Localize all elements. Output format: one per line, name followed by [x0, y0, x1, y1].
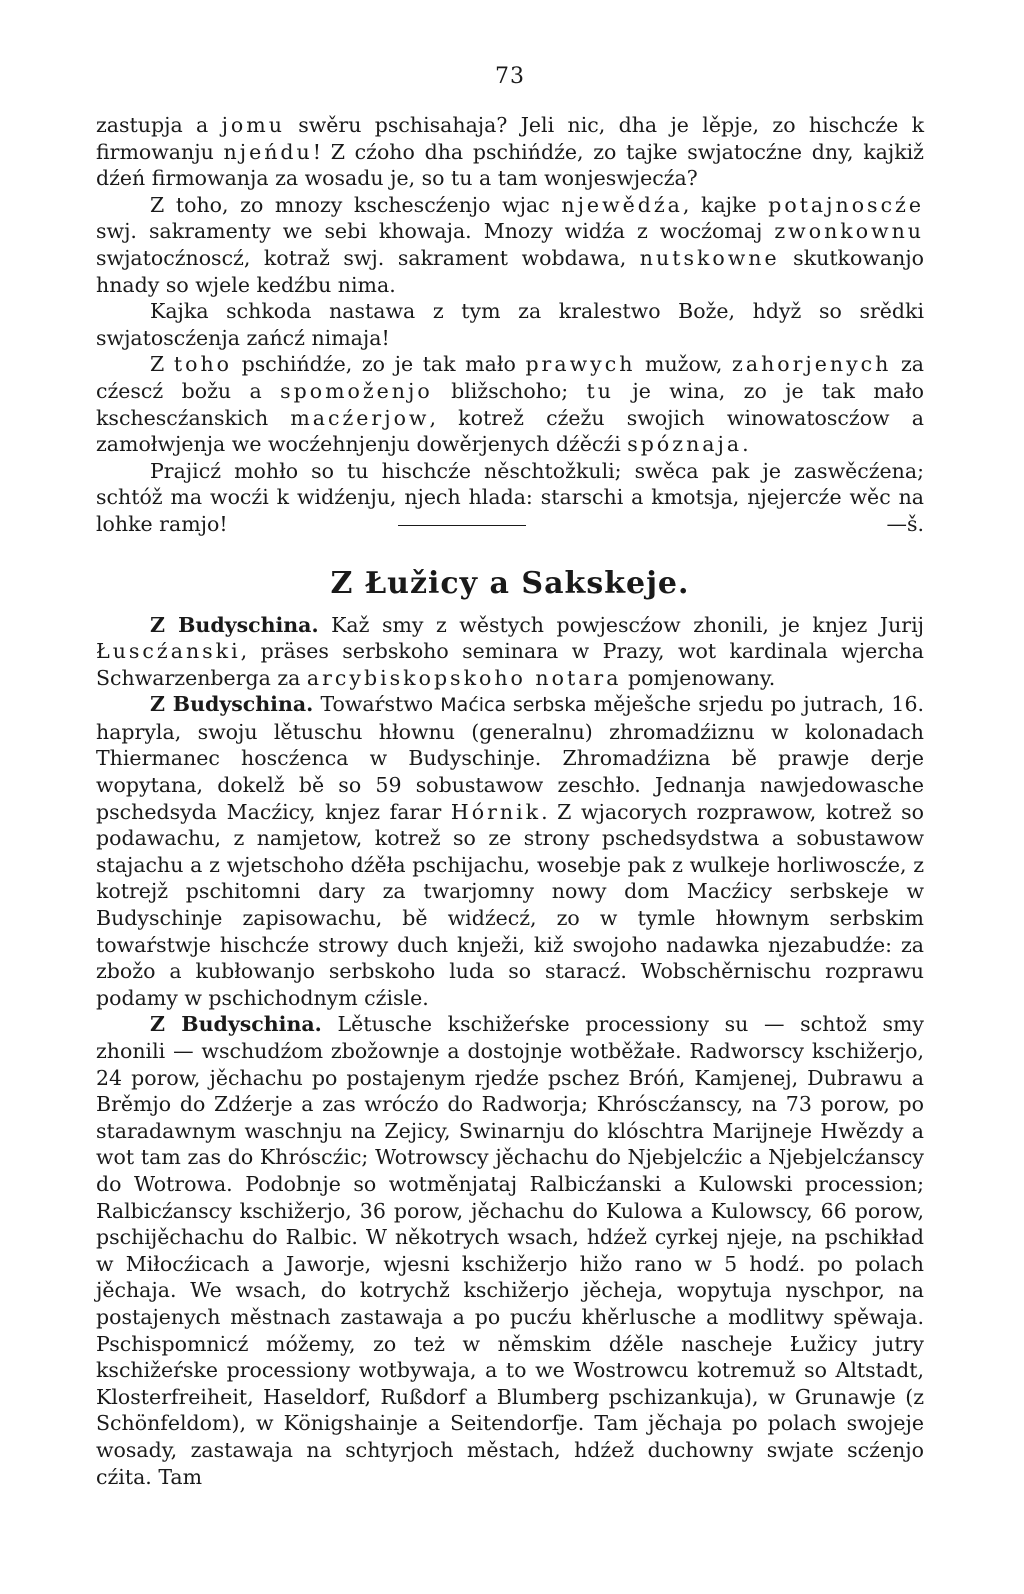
author-signature: —š. [886, 511, 924, 536]
spaced-word: zahorjenych [732, 352, 892, 377]
text-run: Z [150, 352, 174, 377]
document-page [96, 0, 924, 1594]
body-text [96, 112, 924, 1490]
spaced-word: spóznaja [627, 432, 743, 457]
spaced-word: potajnoscźe [768, 192, 924, 217]
text-run: je wina, zo je tak mało kschescźanskich [96, 378, 924, 430]
spaced-word: Łuscźanski [96, 639, 241, 664]
spaced-word: zwonkownu [774, 219, 924, 244]
spaced-word: toho [173, 352, 232, 377]
dateline: Z Budyschina. [150, 692, 314, 717]
text-run: Prajicź mohło so tu hischcźe něschtožkuli; swěca pak je zaswěcźena; schtóž ma wocźi k widźenju, njech hlada: starschi a kmotsja, njejercźe wěc na lohke ramjo! [96, 458, 924, 536]
text-run: ! Z cźoho dha pschińdźe, zo tajke swjatocźne dny, kajkiž dźeń firmowanja za wosadu je, so tu a tam wonjeswjecźa? [96, 139, 924, 191]
text-run: Z toho, zo mnozy kschescźenjo wjac [150, 192, 562, 217]
spaced-word: spomoženjo [280, 378, 433, 403]
dateline: Z Budyschina. [150, 1012, 322, 1037]
paragraph [96, 458, 924, 538]
page-number: 73 [495, 64, 525, 89]
spaced-word: Hórnik [450, 799, 542, 824]
paragraph [96, 612, 924, 692]
text-run: . [742, 432, 749, 457]
paragraph [96, 351, 924, 457]
spaced-word: macźerjow [290, 405, 430, 430]
text-run: . Z wjacorych rozprawow, kotrež so podawachu, z namjetow, kotrež so ze strony pschedsydstwa a sobustawow stajachu a z wjetschoho dźěła pschijachu, wosebje pak z wulkeje horliwoscźe, z kotrejž pschitomni dary za twarjomny nowy dom Macźicy serbskeje w Budyschinje zapisowachu, bě widźecź, zo w tymle hłownym serbskim towaŕstwje hischcźe strowy duch knježi, kiž swojoho nadawka njezabudźe: za zbožo a kubłowanjo serbskoho luda so staracź. Wobschěrnischu rozprawu podamy w pschichodnym cźisle. [96, 799, 925, 1010]
text-run: Kaž smy z wěstych powjescźow zhonili, je knjez Jurij [318, 612, 924, 637]
spaced-word: nutskowne [639, 245, 780, 270]
end-rule [398, 525, 526, 526]
text-run: skutkowanjo hnady so wjele kedźbu nima. [96, 245, 924, 297]
text-run: , kotrež cźežu swojich winowatoscźow a zamołwjenja we wocźehnjenju dowěrjenych dźěcźi [96, 405, 924, 457]
spaced-word: prawych [525, 352, 636, 377]
paragraph [96, 192, 924, 298]
text-run: swěru pschisahaja? Jeli nic, dha je lěpje, zo hischcźe k firmowanju [96, 113, 924, 164]
spaced-word: njewědźa [561, 192, 683, 217]
society-name: Maćica serbska [440, 694, 587, 717]
spaced-word: arcybiskopskoho notara [306, 665, 622, 690]
text-run: , kajke [682, 192, 769, 217]
dateline: Z Budyschina. [150, 612, 319, 637]
text-run: pomjenowany. [621, 665, 776, 690]
paragraph [96, 112, 924, 192]
text-run: swjatocźnoscź, kotraž swj. sakrament wobdawa, [96, 245, 640, 270]
text-run: Towaŕstwo [313, 692, 441, 717]
text-run: swj. sakramenty we sebi khowaja. Mnozy widźa z wocźomaj [96, 219, 775, 244]
section-heading: Z Łužicy a Sakskeje. [330, 565, 690, 601]
text-run: pschińdźe, zo je tak mało [231, 352, 526, 377]
spaced-word: tu [586, 378, 614, 403]
paragraph [96, 1011, 924, 1490]
text-run: , präses serbskoho seminara w Prazy, wot kardinala wjercha Schwarzenberga za [96, 639, 924, 690]
paragraph: Kajka schkoda nastawa z tym za kralestwo Bože, hdyž so srědki swjatoscźenja zańcź nimaja! [96, 299, 924, 350]
text-run: zastupja a [96, 113, 222, 137]
text-run: za cźescź božu a [96, 352, 925, 403]
spaced-word: njeńdu [223, 139, 313, 164]
text-run: mužow, [635, 352, 733, 377]
text-run: Lětusche kschižeŕske processiony su — schtož smy zhonili — wschudźom zbožownje a dostojnje wotběžałe. Radworscy kschižerjo, 24 porow, jěchachu po postajenym rjedźe pschez Bróń, Kamjenej, Dubrawu a Brěmjo do Zdźerje a zas wrócźo do Radworja; Khróscźanscy, na 73 porow, po staradawnym waschnju na Zejicy, Swinarnju do klóschtra Marijneje Hwězdy a wot tam zas do Khróscźic; Wotrowscy jěchachu do Njebjelcźic a Njebjelcźanscy do Wotrowa. Podobnje so wotměnjataj Ralbicźanski a Kulowski procession; Ralbicźanscy kschižerjo, 36 porow, jěchachu do Kulowa a Kulowscy, 66 porow, pschijěchachu do Ralbic. W někotrych wsach, hdźež cyrkej njeje, na pschikład w Miłocźicach a Jaworje, wjesni kschižerjo hižo rano w 5 hodź. po polach jěchaja. We wsach, do kotrychž kschižerjo jěcheja, wopytuja nyschpor, na postajenych městnach zastawaja a po pucźu khěrlusche a modlitwy spěwaja. Pschispomnicź móžemy, zo też w němskim dźěle nascheje Łužicy jutry kschižeŕske processiony wotbywaja, a to we Wostrowcu kotremuž so Altstadt, Klosterfreiheit, Haseldorf, Rußdorf a Blumberg pschizankuja), w Grunawje (z Schönfeldom), w Königshainje a Seitendorfje. Tam jěchaja po polach swojeje wosady, zastawaja na schtyrjoch městach, hdźež duchowny swjate scźenjo cźita. Tam [96, 1012, 924, 1489]
spaced-word: jomu [221, 113, 285, 137]
text-run: bližschoho; [432, 378, 587, 403]
paragraph [96, 691, 924, 1011]
text-run: měješche srjedu po jutrach, 16. hapryla, swoju lětuschu hłownu (generalnu) zhromadźiznu w kolonadach Thiermanec hoscźenca w Budyschinje. Zhromadźizna bě prawje derje wopytana, dokelž bě so 59 sobustawow zeschło. Jednanja nawjedowasche pschedsyda Macźicy, knjez farar [96, 692, 925, 824]
